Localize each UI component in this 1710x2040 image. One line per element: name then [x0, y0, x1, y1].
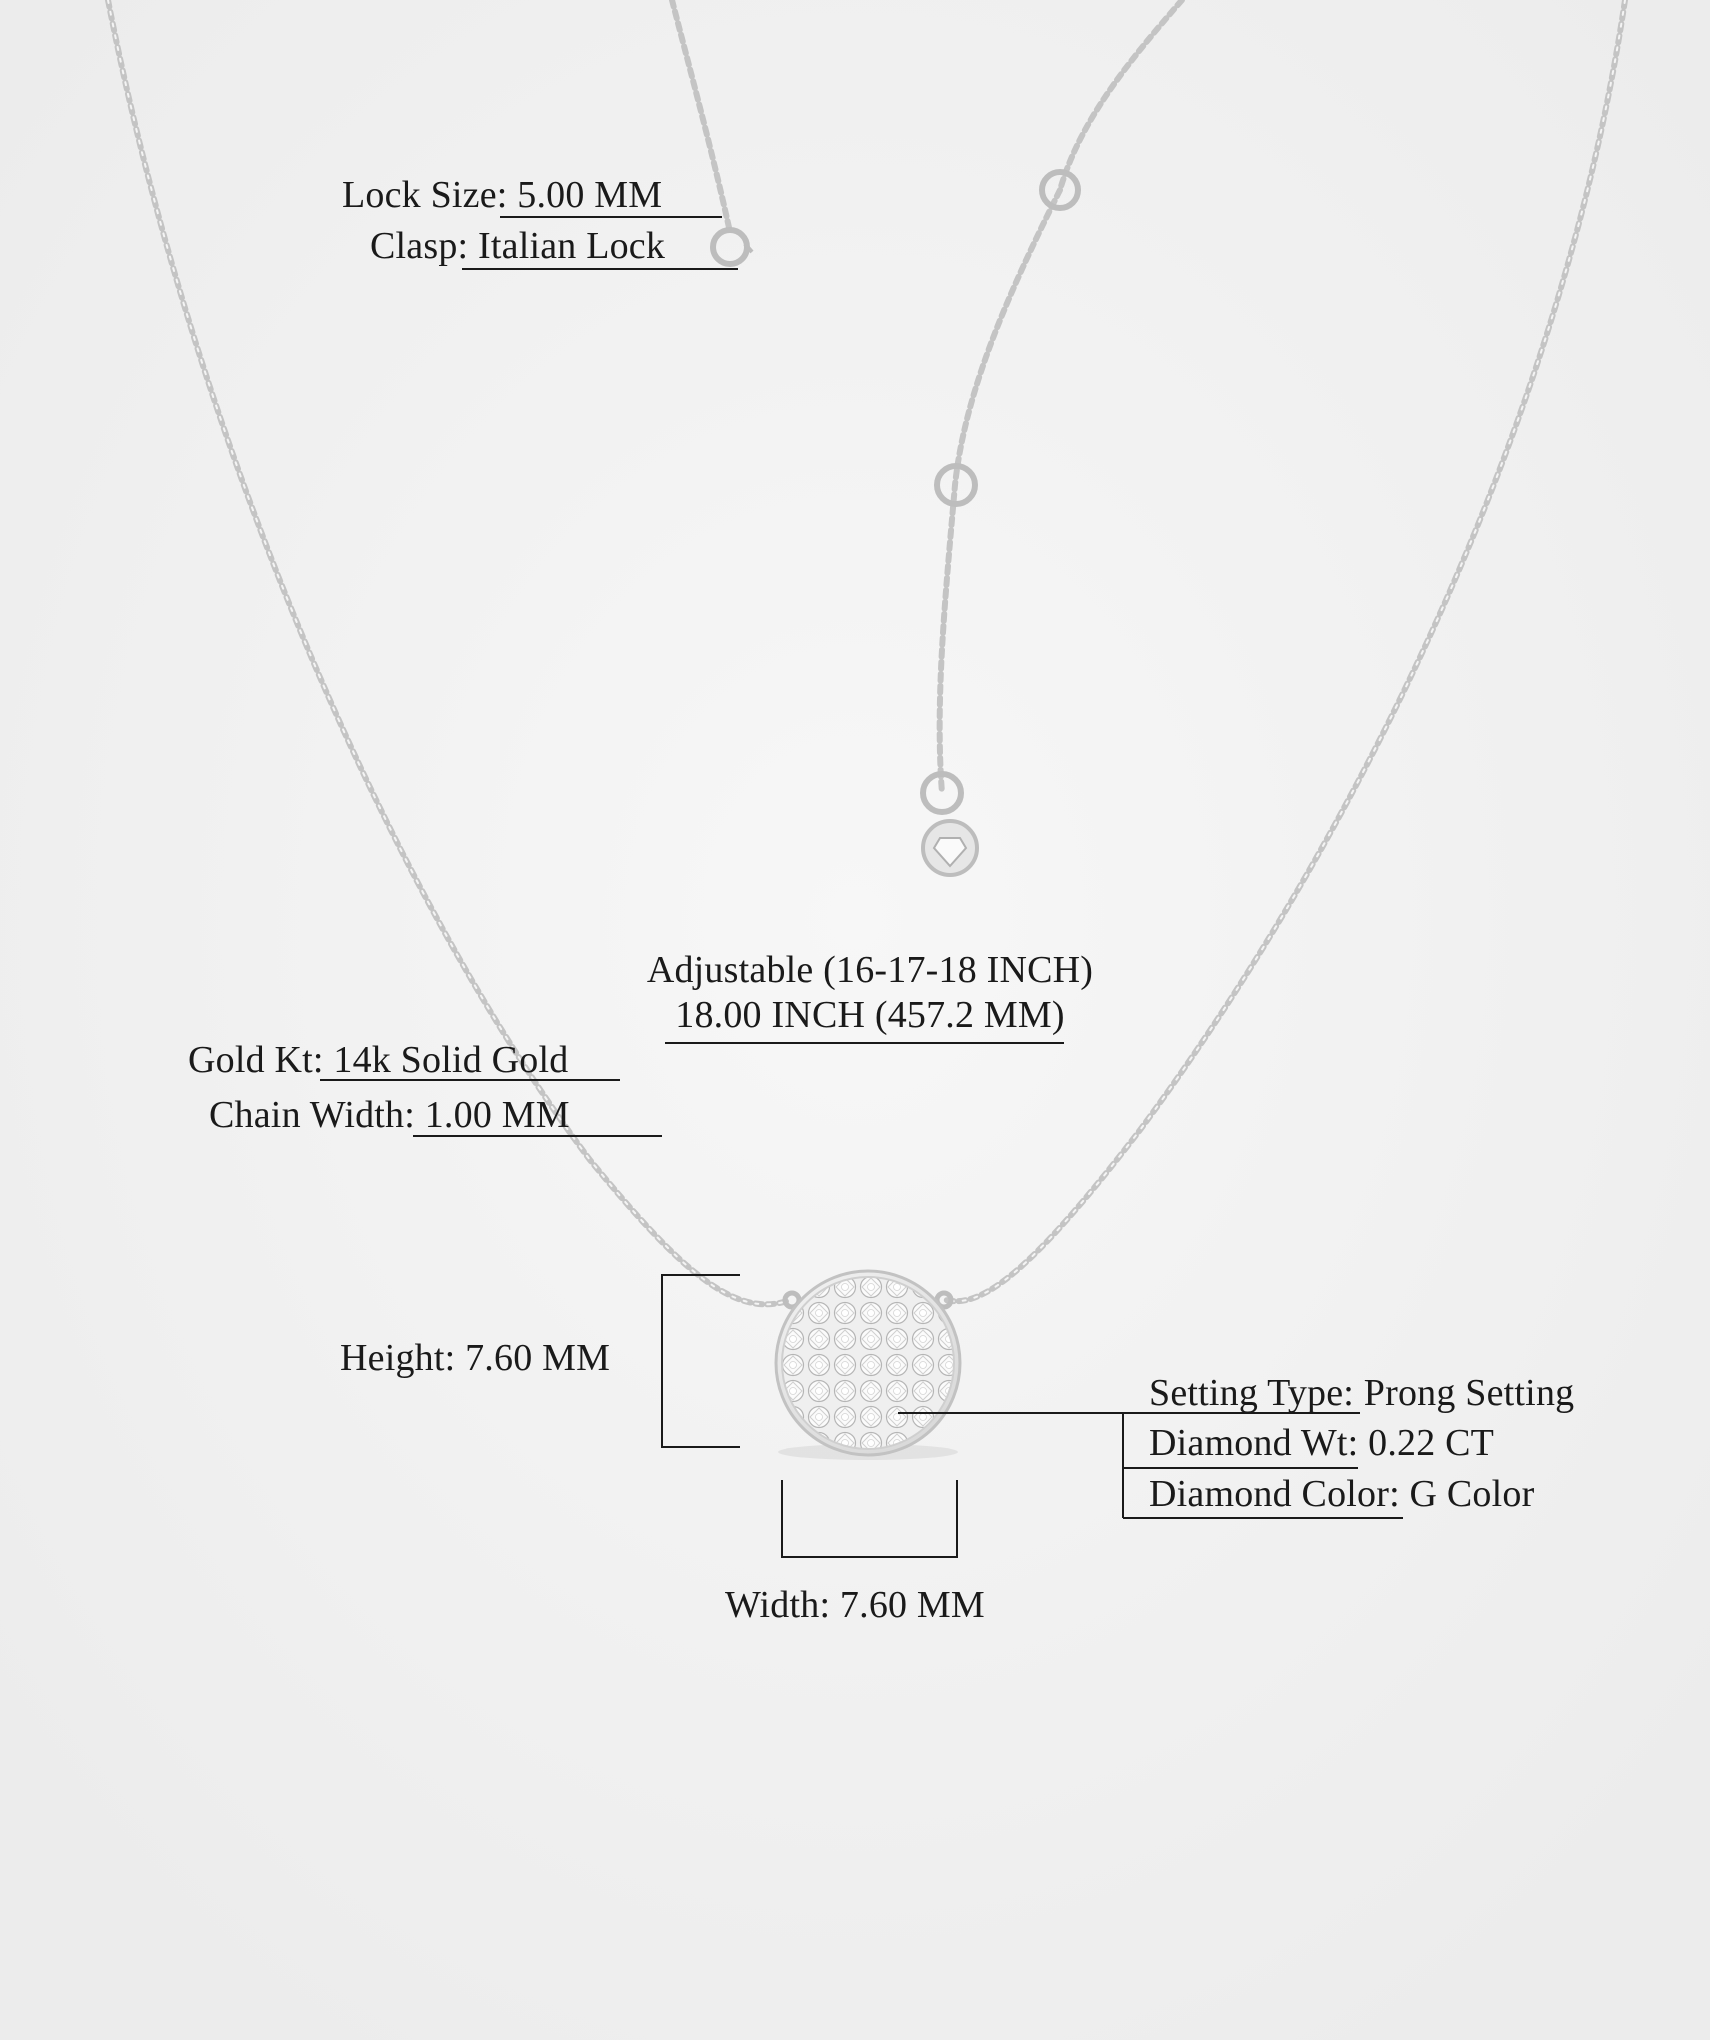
- diamond-wt-label: Diamond Wt:: [1149, 1422, 1359, 1464]
- gold-kt-value: 14k Solid Gold: [333, 1039, 569, 1081]
- diamond-color-spec: [1149, 1472, 1534, 1516]
- diamond-wt-value: 0.22 CT: [1368, 1422, 1495, 1464]
- width-label: Width:: [725, 1584, 831, 1626]
- clasp-value: Italian Lock: [478, 225, 666, 267]
- length-line-1: Adjustable (16-17-18 INCH): [646, 949, 1094, 991]
- setting-type-spec: [1149, 1371, 1574, 1415]
- width-spec: [725, 1583, 985, 1627]
- brand-tag-icon: [923, 821, 977, 875]
- height-label: Height:: [340, 1337, 456, 1379]
- chain-width-spec: [209, 1093, 570, 1137]
- lock-size-label: Lock Size:: [342, 174, 508, 216]
- lock-size-spec: [342, 173, 662, 217]
- chain-width-label: Chain Width:: [209, 1094, 416, 1136]
- setting-type-label: Setting Type:: [1149, 1372, 1355, 1414]
- diamond-color-label: Diamond Color:: [1149, 1473, 1400, 1515]
- clasp-spec: [370, 224, 665, 268]
- chain-width-value: 1.00 MM: [424, 1094, 570, 1136]
- clasp-label: Clasp:: [370, 225, 469, 267]
- gold-kt-label: Gold Kt:: [188, 1039, 324, 1081]
- height-value: 7.60 MM: [465, 1337, 611, 1379]
- length-line-2: 18.00 INCH (457.2 MM): [675, 994, 1065, 1036]
- diamond-wt-spec: [1149, 1421, 1494, 1465]
- gold-kt-spec: [188, 1038, 568, 1082]
- setting-type-value: Prong Setting: [1363, 1372, 1575, 1414]
- diamond-color-value: G Color: [1409, 1473, 1535, 1515]
- width-value: 7.60 MM: [839, 1584, 985, 1626]
- height-spec: [340, 1336, 610, 1380]
- lock-size-value: 5.00 MM: [517, 174, 663, 216]
